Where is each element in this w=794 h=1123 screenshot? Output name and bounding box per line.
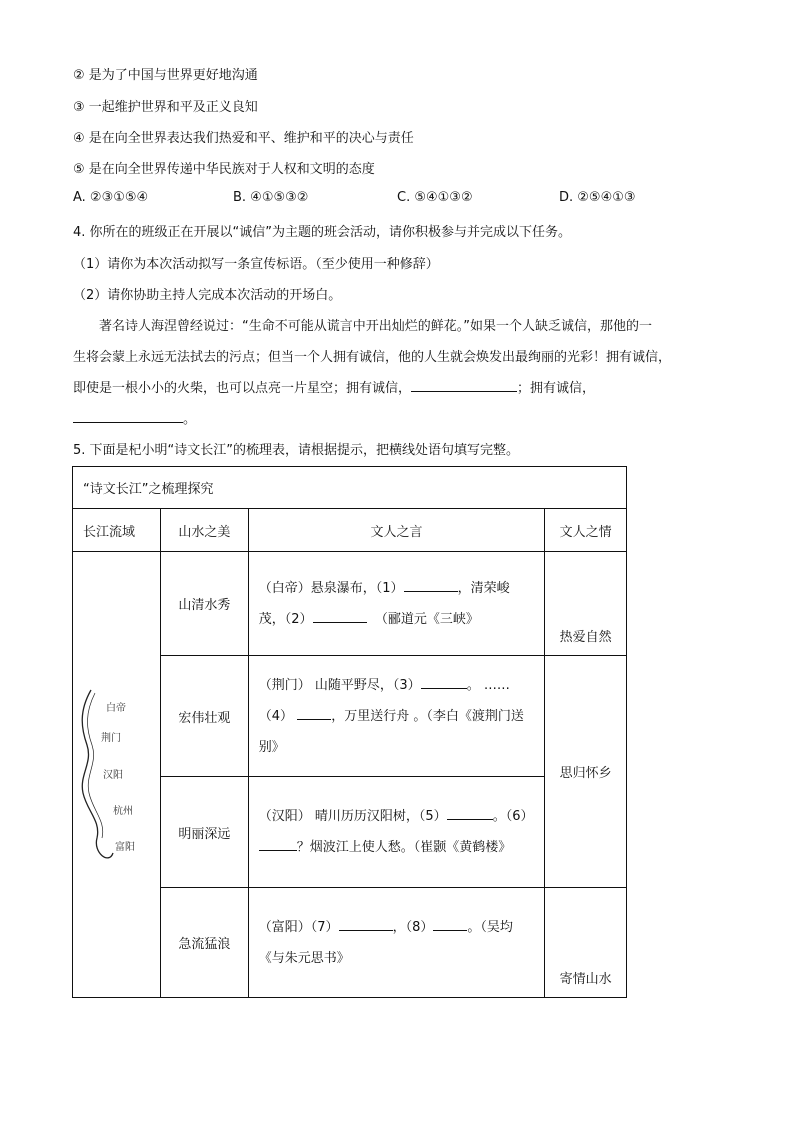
quote-3-part-a: （汉阳） 晴川历历汉阳树，（5） [258,809,447,824]
header-literati-feelings: 文人之情 [545,509,627,552]
fill-blank-speech-1[interactable] [411,377,517,392]
header-landscape-beauty: 山水之美 [161,509,249,552]
question-4-stem: 4. 你所在的班级正在开展以“诚信”为主题的班会活动，请你积极参与并完成以下任务。 [73,225,572,240]
option-item-3: ③ 一起维护世界和平及正义良知 [73,100,258,115]
quote-1-source: （郦道元《三峡》 [374,611,479,627]
quote-2-source: ，万里送行舟 。（李白《渡荆门送别》 [258,708,524,755]
yangtze-map-cell [73,552,161,998]
speech-line-1: 著名诗人海涅曾经说过：“生命不可能从谎言中开出灿烂的鲜花。”如果一个人缺乏诚信，那他的一 [99,319,652,334]
opening-speech-paragraph [73,311,723,435]
beauty-row-3: 明丽深远 [161,777,249,888]
yangtze-map [73,553,160,996]
header-literati-words: 文人之言 [248,509,544,552]
quote-4-part-b: ，（8） [392,919,434,935]
fill-blank-6[interactable] [259,836,297,851]
header-yangtze-region: 长江流域 [73,509,161,552]
fill-blank-4[interactable] [297,705,331,720]
quote-2-part-b: 。 ……（4） [258,677,510,724]
poetry-yangtze-table [72,466,627,998]
quote-row-1 [248,552,544,656]
answer-choices [73,190,673,210]
beauty-row-4: 急流猛浪 [161,888,249,998]
choice-c[interactable]: C. ⑤④①③② [397,190,473,205]
quote-2-part-a: （荆门） 山随平野尽，（3） [258,677,421,693]
speech-line-2: 生将会蒙上永远无法拭去的污点；但当一个人拥有诚信，他的人生就会焕发出最绚丽的光彩！拥有诚信， [73,350,672,365]
city-label-hangzhou: 杭州 [113,806,133,817]
quote-row-4 [248,888,544,998]
quote-row-3 [248,777,544,888]
choice-b[interactable]: B. ④①⑤③② [233,190,309,205]
question-5-stem: 5. 下面是杞小明“诗文长江”的梳理表，请根据提示，把横线处语句填写完整。 [73,443,520,458]
option-item-2: ② 是为了中国与世界更好地沟通 [73,68,258,83]
beauty-row-2: 宏伟壮观 [161,656,249,777]
quote-4-part-a: （富阳）（7） [258,919,339,935]
fill-blank-5[interactable] [447,805,493,820]
city-label-hanyang: 汉阳 [103,770,123,781]
feeling-row-2-3: 思归怀乡 [545,656,627,888]
fill-blank-1[interactable] [404,577,458,592]
option-item-5: ⑤ 是在向全世界传递中华民族对于人权和文明的态度 [73,162,375,177]
quote-3-part-b: 。（6） [492,809,534,824]
city-label-jingmen: 荆门 [101,733,121,744]
fill-blank-speech-2[interactable] [73,408,183,423]
city-label-baidi: 白帝 [106,703,126,714]
quote-4-source: 。（吴均《与朱元思书》 [258,919,513,966]
choice-d[interactable]: D. ②⑤④①③ [559,190,636,205]
speech-line-3 [73,373,723,404]
quote-row-2 [248,656,544,777]
choice-a[interactable]: A. ②③①⑤④ [73,190,149,205]
fill-blank-8[interactable] [433,916,467,931]
table-title: “诗文长江”之梳理探究 [73,467,627,509]
quote-1-part-b: ，清荣峻茂，（2） [258,580,510,627]
question-4-task-2: （2）请你协助主持人完成本次活动的开场白。 [73,288,342,303]
city-label-fuyang: 富阳 [115,842,135,853]
speech-line-4 [73,404,723,435]
quote-3-source: ？烟波江上使人愁。（崔颢《黄鹤楼》 [296,840,512,855]
speech-line-3b: ；拥有诚信， [517,381,596,396]
beauty-row-1: 山清水秀 [161,552,249,656]
fill-blank-3[interactable] [421,674,467,689]
fill-blank-2[interactable] [313,608,367,623]
speech-line-3a: 即使是一根小小的火柴，也可以点亮一片星空；拥有诚信， [73,381,412,396]
feeling-row-1: 热爱自然 [545,552,627,656]
quote-1-part-a: （白帝）悬泉瀑布，（1） [258,580,404,596]
option-item-4: ④ 是在向全世界表达我们热爱和平、维护和平的决心与责任 [73,131,414,146]
speech-line-4-end: 。 [183,412,197,427]
fill-blank-7[interactable] [339,916,393,931]
feeling-row-4: 寄情山水 [545,888,627,998]
question-4-task-1: （1）请你为本次活动拟写一条宣传标语。（至少使用一种修辞） [73,257,439,272]
